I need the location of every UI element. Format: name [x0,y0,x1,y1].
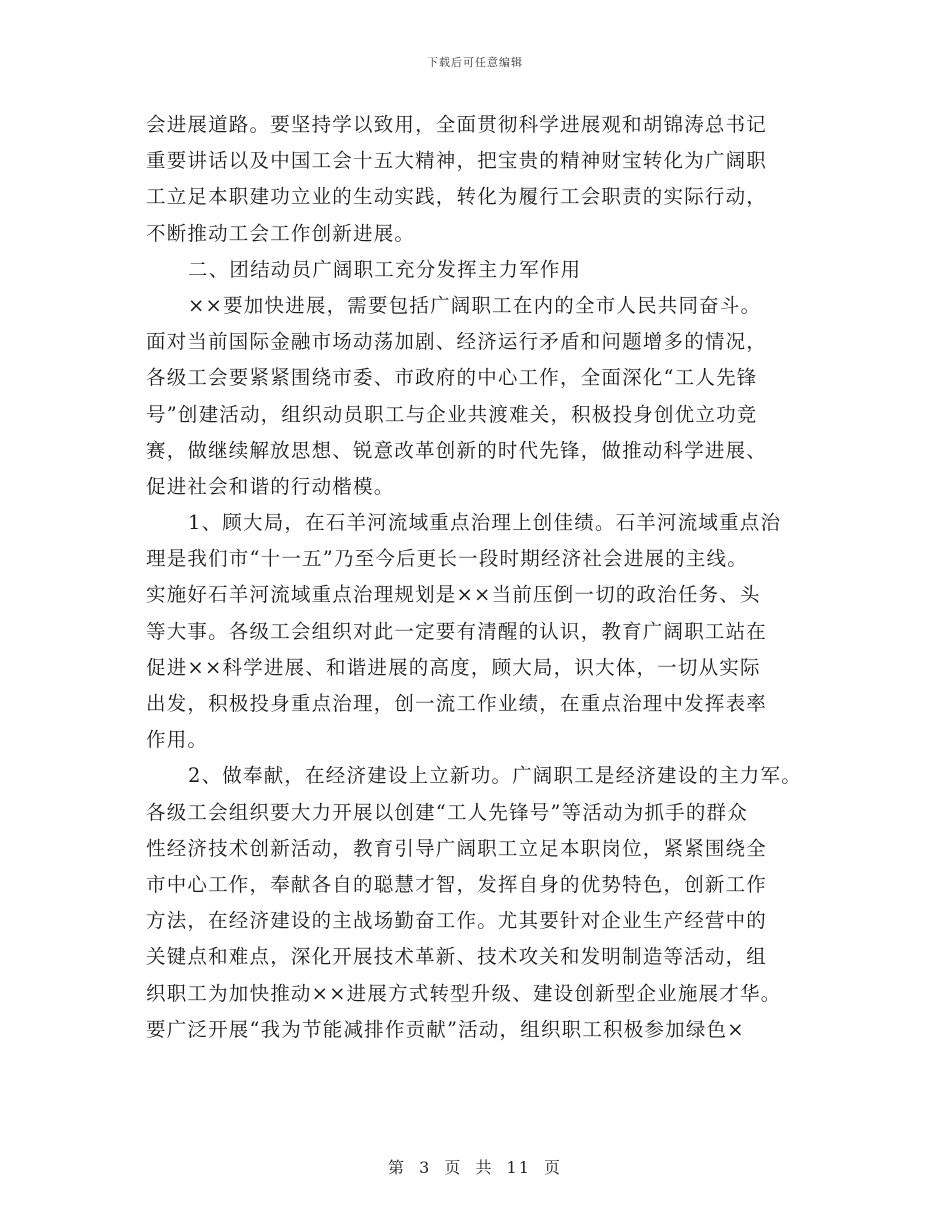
text-line: 等大事。各级工会组织对此一定要有清醒的认识，教育广阔职工站在 [146,619,768,643]
section-heading: 二、团结动员广阔职工充分发挥主力军作用 [188,257,582,281]
text-line: 2、做奉献，在经济建设上立新功。广阔职工是经济建设的主力军。 [188,764,802,788]
text-line: 1、顾大局，在石羊河流域重点治理上创佳绩。石羊河流域重点治 [188,511,782,535]
text-line: 促进社会和谐的行动楷模。 [146,474,395,498]
text-line: 实施好石羊河流域重点治理规划是××当前压倒一切的政治任务、头 [146,583,761,607]
text-line: 工立足本职建功立业的生动实践，转化为履行工会职责的实际行动， [146,185,768,209]
text-line: 市中心工作，奉献各自的聪慧才智，发挥自身的优势特色，创新工作 [146,872,768,896]
text-line: 不断推动工会工作创新进展。 [146,221,416,245]
page-header: 下载后可任意编辑 [427,56,523,69]
text-line: 面对当前国际金融市场动荡加剧、经济运行矛盾和问题增多的情况， [146,330,768,354]
text-line: 性经济技术创新活动，教育引导广阔职工立足本职岗位，紧紧围绕全 [146,836,768,860]
text-line: ××要加快进展，需要包括广阔职工在内的全市人民共同奋斗。 [188,293,762,317]
text-line: 出发，积极投身重点治理，创一流工作业绩，在重点治理中发挥表率 [146,692,768,715]
text-line: 各级工会组织要大力开展以创建“工人先锋号”等活动为抓手的群众 [146,800,748,824]
text-line: 号”创建活动，组织动员职工与企业共渡难关，积极投身创优立功竞 [146,402,758,426]
text-line: 重要讲话以及中国工会十五大精神，把宝贵的精神财宝转化为广阔职 [146,149,768,173]
text-line: 织职工为加快推动××进展方式转型升级、建设创新型企业施展才华。 [146,981,782,1005]
text-line: 赛，做继续解放思想、锐意改革创新的时代先锋，做推动科学进展、 [146,438,768,462]
document-body [146,107,826,1048]
page-number: 第 3 页 共 11 页 [388,1158,562,1177]
text-line: 要广泛开展“我为节能减排作贡献”活动，组织职工积极参加绿色× [146,1017,745,1041]
text-line: 作用。 [146,728,209,752]
text-line: 理是我们市“十一五”乃至今后更长一段时期经济社会进展的主线。 [146,547,748,571]
text-line: 方法，在经济建设的主战场勤奋工作。尤其要针对企业生产经营中的 [146,909,768,933]
text-line: 各级工会要紧紧围绕市委、市政府的中心工作，全面深化“工人先锋 [146,366,758,390]
text-line: 会进展道路。要坚持学以致用，全面贯彻科学进展观和胡锦涛总书记 [146,113,768,136]
text-line: 促进××科学进展、和谐进展的高度，顾大局，识大体，一切从实际 [146,655,761,679]
text-line: 关键点和难点，深化开展技术革新、技术攻关和发明制造等活动，组 [146,945,768,969]
